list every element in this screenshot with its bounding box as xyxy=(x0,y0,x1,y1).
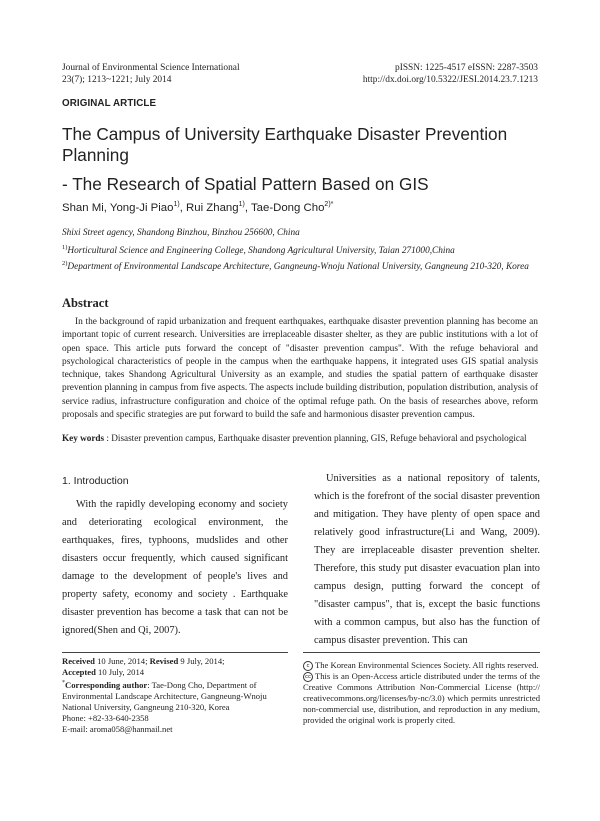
affiliation: Shixi Street agency, Shandong Binzhou, Binzhou 256600, China xyxy=(62,228,300,238)
intro-left-column: With the rapidly developing economy and society and deteriorating ecological environment, the earthquakes, fires, typhoons, mudslides and other disasters occur frequently, which caused significant damage to the development of people's lives and property safety, economy and society . Earthquake disaster prevention has become a task that can not be ignored(Shen and Qi, 2007). xyxy=(62,499,288,636)
intro-right-column: Universities as a national repository of talents, which is the forefront of the social disaster prevention and mitigation. They have plenty of open space and relatively good infrastructure(Li and Wang, 2009). They are irreplaceable disaster prevention shelter. Therefore, this study put disaster evacuation plan into campus design, putting forward the concept of "disaster campus", that is, except the basic functions with a common campus, but also has the function of campus disaster prevention. This can xyxy=(314,473,540,646)
author: Yong-Ji Piao$^{1)}$, xyxy=(109,201,187,214)
issn: pISSN: 1225-4517 eISSN: 2287-3503 xyxy=(395,63,538,73)
footnote-divider xyxy=(303,652,540,653)
paper-subtitle: - The Research of Spatial Pattern Based on GIS xyxy=(62,174,429,194)
email-link[interactable]: E-mail: aroma058@hanmail.net xyxy=(62,723,173,734)
author-list xyxy=(62,201,333,214)
journal-name: Journal of Environmental Science International xyxy=(62,63,240,73)
doi-link[interactable]: http://dx.doi.org/10.5322/JESI.2014.23.7.1213 xyxy=(362,75,538,85)
affiliation: $^{1)}$Horticultural Science and Engineering College, Shandong Agricultural University, Taian 271000,China xyxy=(62,244,455,257)
footnote-divider xyxy=(62,652,288,653)
abstract-heading: Abstract xyxy=(62,296,109,310)
journal-issue: 23(7); 1213~1221; July 2014 xyxy=(62,75,172,85)
phone: Phone: +82-33-640-2358 xyxy=(62,712,149,723)
license-notice: c The Korean Environmental Sciences Society. All rights reserved. cc This is an Open-Access article distributed under the terms of the Creative Commons Attribution Non-Commercial License (http:// creativecommons.org/licenses/by-nc/3.0) which permits unrestricted non-commercial use, distribution, and reproduction in any medium, provided the original work is properly cited. xyxy=(303,660,540,726)
article-history: Received 10 June, 2014; Revised 9 July, 2014; Accepted 10 July, 2014 *Corresponding author: Tae-Dong Cho, Department of Environmental Landscape Architecture, Gangneung-Wnoju National University, Gangneung 210-320, Korea Phone: +82-33-640-2358 E-mail: aroma058@hanmail.net xyxy=(62,656,288,735)
keywords-label: Key words xyxy=(62,433,105,443)
article-type: ORIGINAL ARTICLE xyxy=(62,98,157,109)
paper-title: The Campus of University Earthquake Disaster Prevention Planning xyxy=(62,124,508,165)
author: Tae-Dong Cho$^{2)*}$ xyxy=(250,201,334,214)
journal-ids xyxy=(363,62,538,86)
copyright-icon: c xyxy=(303,661,313,671)
creative-commons-icon: cc xyxy=(304,674,312,681)
abstract-body: In the background of rapid urbanization and frequent earthquakes, earthquake disaster prevention planning has become an important topic of current research. Universities are irreplaceable disaster shelter, as they are public institutions with a lot of open space. This article puts forward the concept of "disaster prevention campus". With the refuge behavioral and psychological characteristics of people in the campus when the earthquake happens, it integrated uses GIS spatial analysis technique, takes Shandong Agricultural University as an example, and studies the spatial pattern of earthquake disaster prevention planning in campus from five aspects. The aspects include building distribution, population distribution, analysis of service radius, infrastructure configuration and choice of the optimal refuge path. On the basis of researches above, reform proposals and specific strategies are put forward to build the safe and harmonious disaster prevention campus. xyxy=(62,317,538,421)
keywords-text: : Disaster prevention campus, Earthquake disaster prevention planning, GIS, Refuge behavioral and psychological xyxy=(104,433,527,443)
section-heading: 1. Introduction xyxy=(62,475,129,487)
keywords xyxy=(62,432,542,444)
affiliation: $^{2)}$Department of Environmental Landscape Architecture, Gangneung-Wnoju National University, Gangneung 210-320, Korea xyxy=(62,260,529,273)
author: Shan Mi, xyxy=(62,201,110,214)
journal-header xyxy=(62,62,240,86)
author: Rui Zhang$^{1)}$, xyxy=(186,201,251,214)
